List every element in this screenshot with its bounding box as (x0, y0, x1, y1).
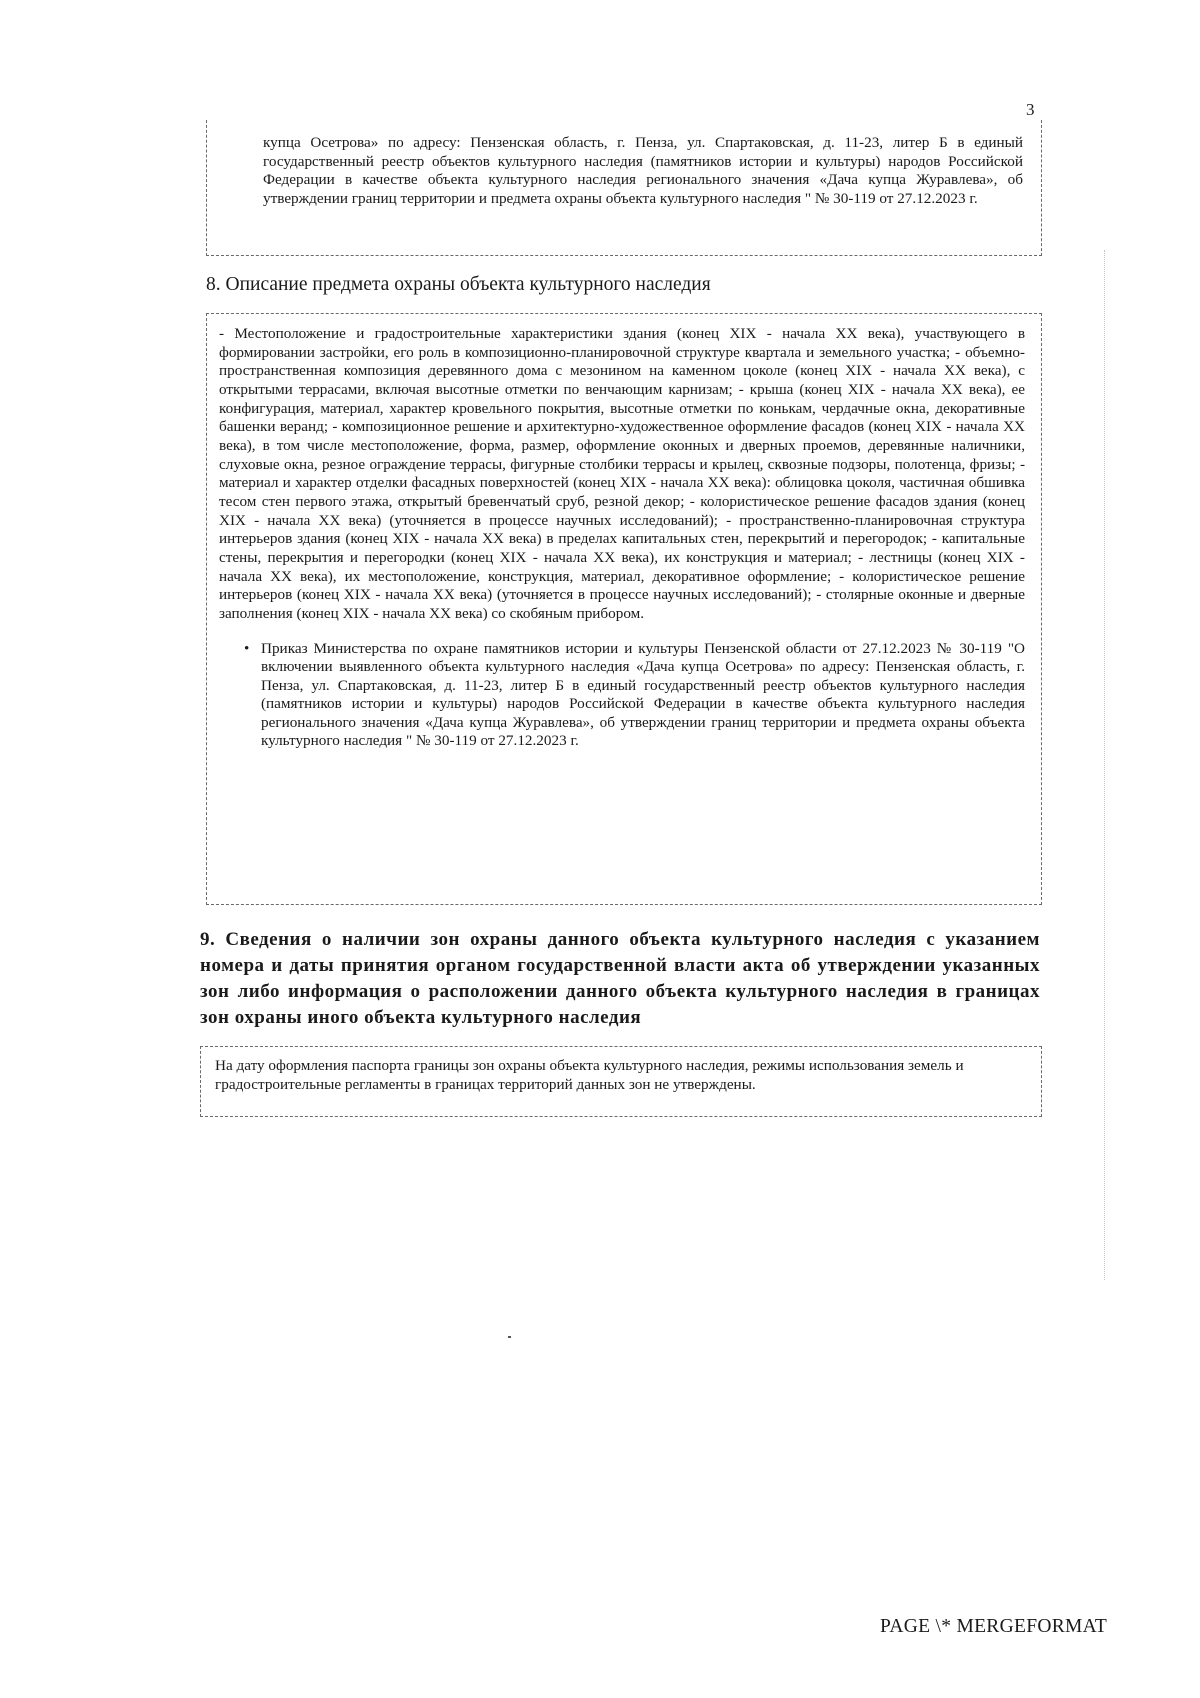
section-8-box (206, 313, 1042, 905)
previous-section-text: купца Осетрова» по адресу: Пензенская область, г. Пенза, ул. Спартаковская, д. 11-23, литер Б в единый государственный реестр объектов культурного наследия (памятников истории и культуры) народов Российской Федерации в качестве объекта культурного наследия регионального значения «Дача купца Журавлева», об утверждении границ территории и предмета охраны объекта культурного наследия " № 30-119 от 27.12.2023 г. (263, 134, 1023, 207)
section-9-box (200, 1046, 1042, 1117)
previous-section-continuation-box (206, 120, 1042, 256)
section-8-heading: 8. Описание предмета охраны объекта культурного наследия (206, 274, 711, 295)
order-list (219, 640, 1025, 752)
protection-subject-description: - Местоположение и градостроительные характеристики здания (конец XIX - начала XX века), участвующего в формировании застройки, его роль в композиционно-планировочной структуре квартала и земельного участка; - объемно-пространственная композиция деревянного дома с мезонином на каменном цоколе (конец XIX - начала XX века), с открытыми террасами, включая высотные отметки по венчающим карнизам; - крыша (конец XIX - начала XX века), ее конфигурация, материал, характер кровельного покрытия, высотные отметки по конькам, чердачные окна, декоративные башенки веранд; - композиционное решение и архитектурно-художественное оформление фасадов (конец XIX - начала XX века), в том числе местоположение, форма, размер, оформление оконных и дверных проемов, деревянные наличники, слуховые окна, резное ограждение террасы, фигурные столбики террасы и крылец, сквозные подзоры, полотенца, фризы; - материал и характер отделки фасадных поверхностей (конец XIX - начала XX века): облицовка цоколя, частичная обшивка тесом стен первого этажа, открытый бревенчатый сруб, резной декор; - колористическое решение фасадов здания (конец XIX - начала XX века) (уточняется в процессе научных исследований); - пространственно-планировочная структура интерьеров здания (конец XIX - начала XX века) в пределах капитальных стен, перекрытий и перегородок; - капитальные стены, перекрытия и перегородки (конец XIX - начала XX века), их конструкция и материал; - лестницы (конец XIX - начала XX века), их местоположение, конструкция, материал, декоративное оформление; - колористическое решение интерьеров (конец XIX - начала XX века) (уточняется в процессе научных исследований); - столярные оконные и дверные заполнения (конец XIX - начала XX века) со скобяным прибором. (219, 325, 1025, 622)
order-list-item (244, 639, 1025, 752)
page-footer-field: PAGE \* MERGEFORMAT (880, 1616, 1108, 1637)
scan-margin-artifact (1104, 250, 1105, 1280)
protection-zones-text: На дату оформления паспорта границы зон охраны объекта культурного наследия, режимы использования земель и градостроительные регламенты в границах территорий данных зон не утверждены. (215, 1057, 964, 1093)
page-number: 3 (1026, 100, 1035, 119)
scan-speck (508, 1336, 511, 1338)
section-9-heading: 9. Сведения о наличии зон охраны данного объекта культурного наследия с указанием номера и даты принятия органом государственной власти акта об утверждении указанных зон либо информация о расположении данного объекта культурного наследия в границах зон охраны иного объекта культурного наследия (200, 929, 1040, 1028)
order-text: Приказ Министерства по охране памятников истории и культуры Пензенской области от 27.12.2023 № 30-119 "О включении выявленного объекта культурного наследия «Дача купца Осетрова» по адресу: Пензенская область, г. Пенза, ул. Спартаковская, д. 11-23, литер Б в единый государственный реестр объектов культурного наследия (памятников истории и культуры) народов Российской Федерации в качестве объекта культурного наследия регионального значения «Дача купца Журавлева», об утверждении границ территории и предмета охраны объекта культурного наследия " № 30-119 от 27.12.2023 г. (261, 639, 1025, 750)
bullet-icon: • (244, 639, 250, 657)
